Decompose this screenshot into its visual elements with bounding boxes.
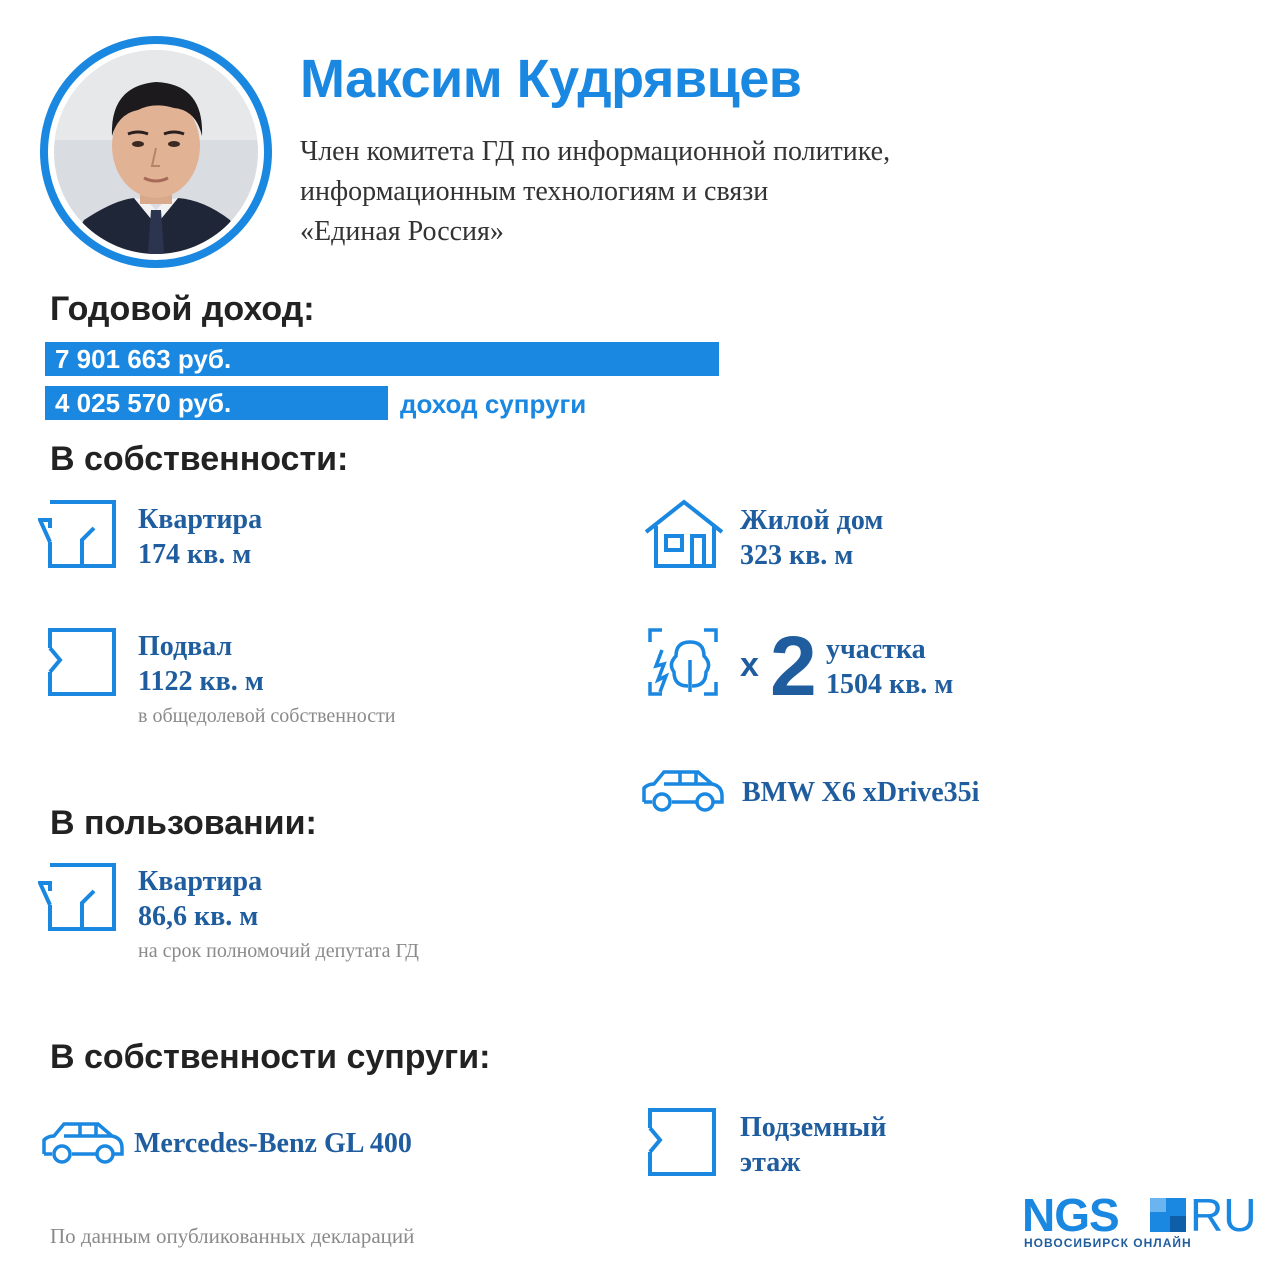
usage-apartment-item — [138, 864, 419, 963]
house-name: Жилой дом — [740, 505, 884, 536]
plots-name: участка — [826, 634, 926, 665]
footer-source-note: По данным опубликованных деклараций — [50, 1224, 415, 1248]
mercedes-name: Mercedes-Benz GL 400 — [134, 1128, 412, 1159]
plots-multiplier: х — [740, 646, 759, 684]
house-area: 323 кв. м — [740, 540, 854, 571]
basement-name: Подвал — [138, 631, 233, 662]
bmw-name: BMW X6 xDrive35i — [742, 777, 980, 808]
apartment-area: 174 кв. м — [138, 539, 252, 570]
apartment-name: Квартира — [138, 504, 263, 535]
apartment-plan-icon — [38, 861, 118, 933]
usage-apartment-note: на срок полномочий депутата ГД — [138, 940, 419, 962]
usage-apartment-area: 86,6 кв. м — [138, 901, 259, 932]
house-item — [740, 503, 883, 573]
role-line-3: «Единая Россия» — [300, 216, 504, 247]
basement-item — [138, 629, 396, 728]
apartment-item — [138, 502, 262, 572]
plots-item — [826, 632, 953, 702]
role-line-2: информационным технологиям и связи — [300, 176, 769, 207]
floor-name-line-2: этаж — [740, 1147, 801, 1178]
ngs-logo-square-icon — [1150, 1198, 1186, 1232]
house-icon — [642, 498, 726, 570]
floor-plan-icon — [646, 1106, 718, 1178]
person-role — [300, 132, 890, 252]
forest-plot-icon — [646, 626, 720, 698]
ngs-logo: NGS — [1022, 1189, 1119, 1241]
income-title: Годовой доход: — [50, 290, 315, 328]
ngs-logo-ru: RU — [1190, 1189, 1257, 1241]
role-line-1: Член комитета ГД по информационной политике, — [300, 136, 891, 167]
property-title: В собственности: — [50, 440, 349, 478]
basement-plan-icon — [46, 626, 118, 698]
usage-title: В пользовании: — [50, 804, 317, 842]
person-name: Максим Кудрявцев — [300, 49, 802, 109]
ngs-logo-subtitle: НОВОСИБИРСК ОНЛАЙН — [1024, 1236, 1192, 1250]
basement-area: 1122 кв. м — [138, 666, 264, 697]
car-icon — [40, 1118, 126, 1164]
avatar — [54, 50, 258, 254]
basement-note: в общедолевой собственности — [138, 705, 396, 727]
income-spouse-bar: 4 025 570 руб. — [45, 386, 388, 420]
income-main-bar: 7 901 663 руб. — [45, 342, 719, 376]
apartment-plan-icon — [38, 498, 118, 570]
car-icon — [640, 766, 726, 812]
plots-area: 1504 кв. м — [826, 669, 954, 700]
floor-item — [740, 1110, 886, 1180]
usage-apartment-name: Квартира — [138, 866, 263, 897]
plots-count: 2 — [770, 619, 817, 713]
income-spouse-label: доход супруги — [400, 389, 587, 419]
spouse-property-title: В собственности супруги: — [50, 1038, 491, 1076]
floor-name-line-1: Подземный — [740, 1112, 887, 1143]
